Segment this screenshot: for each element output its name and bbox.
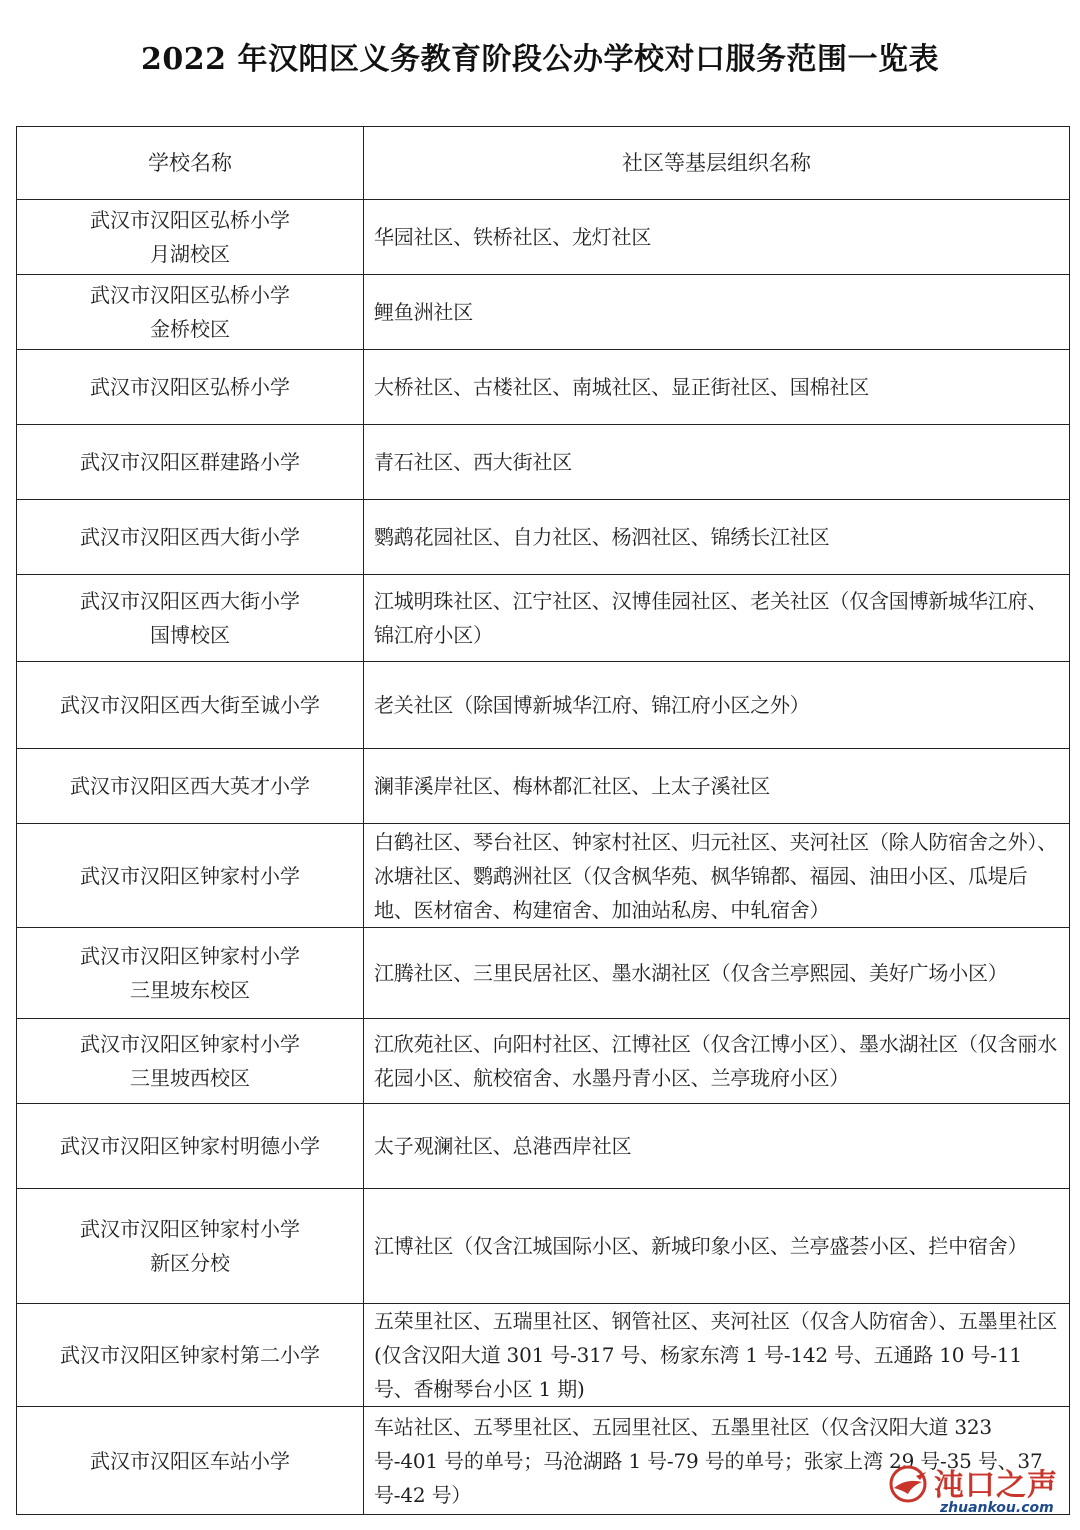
table-row	[17, 275, 1070, 350]
table-row	[17, 200, 1070, 275]
community-cell: 老关社区（除国博新城华江府、锦江府小区之外）	[364, 662, 1070, 749]
table-row	[17, 824, 1070, 928]
watermark-brand: 沌口之声	[934, 1468, 1058, 1503]
community-cell: 江腾社区、三里民居社区、墨水湖社区（仅含兰亭熙园、美好广场小区）	[364, 928, 1070, 1019]
school-name-cell: 武汉市汉阳区钟家村明德小学	[17, 1104, 364, 1189]
community-cell: 鹦鹉花园社区、自力社区、杨泗社区、锦绣长江社区	[364, 500, 1070, 575]
school-name-cell: 武汉市汉阳区西大街小学 国博校区	[17, 575, 364, 662]
school-name-cell: 武汉市汉阳区钟家村第二小学	[17, 1304, 364, 1407]
table-row	[17, 1304, 1070, 1407]
community-cell: 青石社区、西大街社区	[364, 425, 1070, 500]
table-row	[17, 500, 1070, 575]
bird-logo-icon	[886, 1464, 934, 1504]
table-row	[17, 1019, 1070, 1104]
school-name-cell: 武汉市汉阳区弘桥小学	[17, 350, 364, 425]
table-row	[17, 749, 1070, 824]
table-row	[17, 575, 1070, 662]
table-header-row	[17, 127, 1070, 200]
table-row	[17, 662, 1070, 749]
table-row	[17, 425, 1070, 500]
header-community-name: 社区等基层组织名称	[364, 127, 1070, 200]
table-row	[17, 1104, 1070, 1189]
school-name-cell: 武汉市汉阳区弘桥小学 金桥校区	[17, 275, 364, 350]
table-row	[17, 350, 1070, 425]
school-name-cell: 武汉市汉阳区钟家村小学 三里坡西校区	[17, 1019, 364, 1104]
school-name-cell: 武汉市汉阳区车站小学	[17, 1407, 364, 1515]
community-cell: 澜菲溪岸社区、梅林都汇社区、上太子溪社区	[364, 749, 1070, 824]
community-cell: 江欣苑社区、向阳村社区、江博社区（仅含江博小区）、墨水湖社区（仅含丽水花园小区、航校宿舍、水墨丹青小区、兰亭珑府小区）	[364, 1019, 1070, 1104]
header-school-name: 学校名称	[17, 127, 364, 200]
community-cell: 大桥社区、古楼社区、南城社区、显正街社区、国棉社区	[364, 350, 1070, 425]
community-cell: 五荣里社区、五瑞里社区、钢管社区、夹河社区（仅含人防宿舍）、五墨里社区(仅含汉阳大道 301 号-317 号、杨家东湾 1 号-142 号、五通路 10 号-11 号、香榭琴台小区 1 期)	[364, 1304, 1070, 1407]
community-cell: 太子观澜社区、总港西岸社区	[364, 1104, 1070, 1189]
watermark-site: zhuankou.com	[940, 1500, 1054, 1516]
community-cell: 白鹤社区、琴台社区、钟家村社区、归元社区、夹河社区（除人防宿舍之外）、冰塘社区、鹦鹉洲社区（仅含枫华苑、枫华锦都、福园、油田小区、瓜堤后地、医材宿舍、构建宿舍、加油站私房、中轧宿舍）	[364, 824, 1070, 928]
school-name-cell: 武汉市汉阳区弘桥小学 月湖校区	[17, 200, 364, 275]
school-name-cell: 武汉市汉阳区钟家村小学 三里坡东校区	[17, 928, 364, 1019]
table-row	[17, 1189, 1070, 1304]
community-cell: 鲤鱼洲社区	[364, 275, 1070, 350]
school-name-cell: 武汉市汉阳区钟家村小学	[17, 824, 364, 928]
school-name-cell: 武汉市汉阳区钟家村小学 新区分校	[17, 1189, 364, 1304]
community-cell: 车站社区、五琴里社区、五园里社区、五墨里社区（仅含汉阳大道 323 号-401 号的单号；马沧湖路 1 号-79 号的单号；张家上湾 29 号-35 号、37 号-42 号）	[364, 1407, 1070, 1515]
school-name-cell: 武汉市汉阳区群建路小学	[17, 425, 364, 500]
community-cell: 江城明珠社区、江宁社区、汉博佳园社区、老关社区（仅含国博新城华江府、锦江府小区）	[364, 575, 1070, 662]
table-row	[17, 928, 1070, 1019]
school-name-cell: 武汉市汉阳区西大英才小学	[17, 749, 364, 824]
school-name-cell: 武汉市汉阳区西大街小学	[17, 500, 364, 575]
watermark	[886, 1460, 1066, 1522]
community-cell: 江博社区（仅含江城国际小区、新城印象小区、兰亭盛荟小区、拦中宿舍）	[364, 1189, 1070, 1304]
page-title: 2022 年汉阳区义务教育阶段公办学校对口服务范围一览表	[141, 42, 939, 77]
school-name-cell: 武汉市汉阳区西大街至诚小学	[17, 662, 364, 749]
service-range-table	[16, 126, 1070, 1515]
community-cell: 华园社区、铁桥社区、龙灯社区	[364, 200, 1070, 275]
